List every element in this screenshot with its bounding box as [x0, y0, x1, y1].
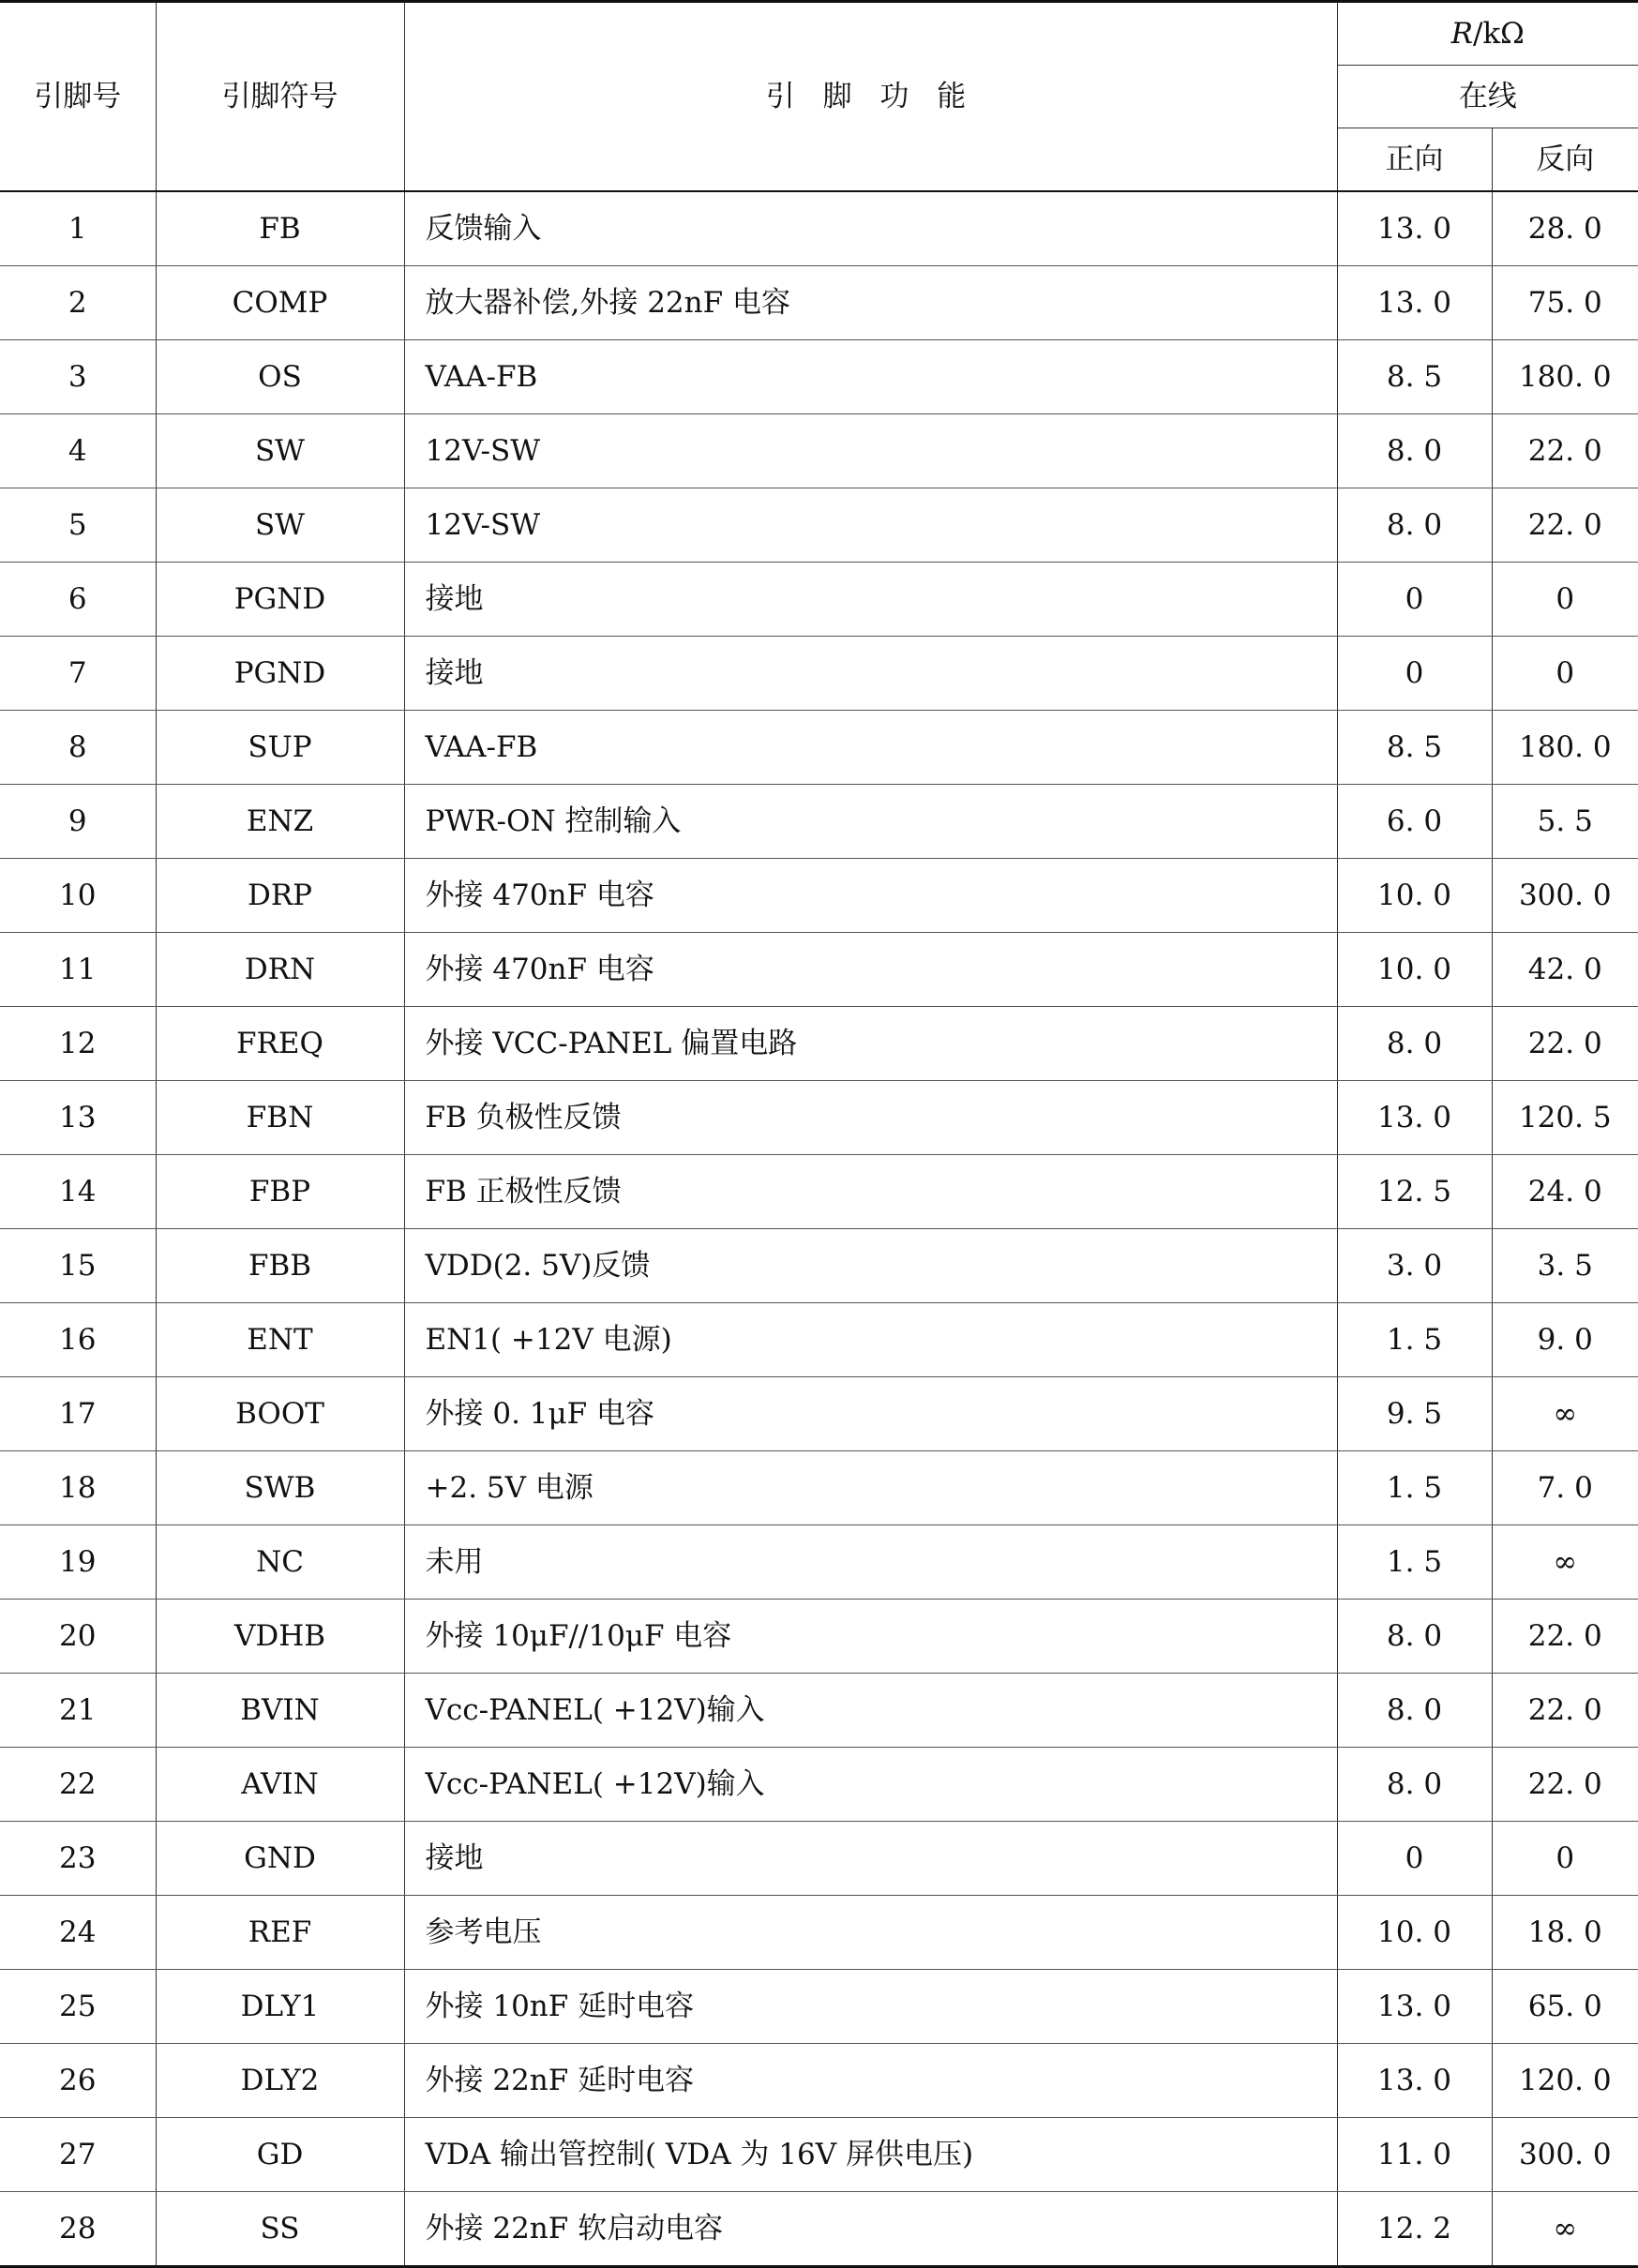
cell-pin-no: 6 [0, 563, 156, 637]
cell-pin-symbol: PGND [156, 563, 404, 637]
cell-pin-function: 外接 10nF 延时电容 [404, 1970, 1337, 2044]
cell-pin-function: VAA-FB [404, 711, 1337, 785]
cell-pin-symbol: FBB [156, 1229, 404, 1303]
cell-pin-no: 11 [0, 933, 156, 1007]
table-row [0, 2192, 1638, 2267]
cell-forward-resistance: 8. 0 [1337, 1600, 1492, 1674]
cell-forward-resistance: 8. 0 [1337, 1748, 1492, 1822]
cell-pin-symbol: DLY2 [156, 2044, 404, 2118]
table-row [0, 1525, 1638, 1600]
cell-pin-symbol: AVIN [156, 1748, 404, 1822]
table-row [0, 1007, 1638, 1081]
cell-reverse-resistance: 300. 0 [1492, 2118, 1638, 2192]
cell-pin-symbol: DLY1 [156, 1970, 404, 2044]
cell-pin-symbol: SS [156, 2192, 404, 2267]
cell-pin-function: 外接 470nF 电容 [404, 933, 1337, 1007]
cell-pin-function: Vcc-PANEL( +12V)输入 [404, 1748, 1337, 1822]
header-pin-function: 引 脚 功 能 [404, 2, 1337, 192]
header-pin-no: 引脚号 [0, 2, 156, 192]
table-row [0, 266, 1638, 340]
table-row [0, 1896, 1638, 1970]
table-row [0, 488, 1638, 563]
table-row [0, 414, 1638, 488]
cell-forward-resistance: 13. 0 [1337, 266, 1492, 340]
header-reverse: 反向 [1492, 128, 1638, 192]
cell-pin-symbol: NC [156, 1525, 404, 1600]
cell-pin-symbol: FB [156, 191, 404, 266]
cell-forward-resistance: 12. 5 [1337, 1155, 1492, 1229]
cell-pin-no: 4 [0, 414, 156, 488]
cell-forward-resistance: 0 [1337, 563, 1492, 637]
cell-pin-no: 14 [0, 1155, 156, 1229]
table-row [0, 1600, 1638, 1674]
cell-reverse-resistance: 22. 0 [1492, 488, 1638, 563]
cell-forward-resistance: 11. 0 [1337, 2118, 1492, 2192]
cell-pin-no: 18 [0, 1451, 156, 1525]
cell-pin-symbol: FREQ [156, 1007, 404, 1081]
cell-pin-function: 参考电压 [404, 1896, 1337, 1970]
cell-pin-symbol: SW [156, 488, 404, 563]
cell-pin-no: 1 [0, 191, 156, 266]
cell-pin-no: 27 [0, 2118, 156, 2192]
cell-reverse-resistance: 120. 0 [1492, 2044, 1638, 2118]
table-row [0, 785, 1638, 859]
cell-reverse-resistance: 180. 0 [1492, 340, 1638, 414]
table-row [0, 1377, 1638, 1451]
cell-pin-function: 接地 [404, 563, 1337, 637]
cell-forward-resistance: 8. 0 [1337, 414, 1492, 488]
cell-pin-function: 12V-SW [404, 488, 1337, 563]
cell-reverse-resistance: 75. 0 [1492, 266, 1638, 340]
cell-pin-symbol: SWB [156, 1451, 404, 1525]
cell-forward-resistance: 3. 0 [1337, 1229, 1492, 1303]
cell-reverse-resistance: 22. 0 [1492, 414, 1638, 488]
table-body [0, 191, 1638, 2267]
cell-reverse-resistance: ∞ [1492, 2192, 1638, 2267]
cell-reverse-resistance: 24. 0 [1492, 1155, 1638, 1229]
cell-reverse-resistance: 3. 5 [1492, 1229, 1638, 1303]
cell-forward-resistance: 13. 0 [1337, 191, 1492, 266]
cell-pin-symbol: BOOT [156, 1377, 404, 1451]
cell-pin-no: 20 [0, 1600, 156, 1674]
cell-pin-no: 12 [0, 1007, 156, 1081]
cell-pin-symbol: REF [156, 1896, 404, 1970]
cell-pin-function: EN1( +12V 电源) [404, 1303, 1337, 1377]
cell-pin-no: 23 [0, 1822, 156, 1896]
cell-pin-no: 22 [0, 1748, 156, 1822]
cell-pin-function: FB 正极性反馈 [404, 1155, 1337, 1229]
cell-forward-resistance: 13. 0 [1337, 1970, 1492, 2044]
cell-pin-symbol: GD [156, 2118, 404, 2192]
cell-pin-function: Vcc-PANEL( +12V)输入 [404, 1674, 1337, 1748]
cell-reverse-resistance: 9. 0 [1492, 1303, 1638, 1377]
cell-pin-symbol: DRP [156, 859, 404, 933]
cell-pin-function: 外接 22nF 延时电容 [404, 2044, 1337, 2118]
table-row [0, 1748, 1638, 1822]
cell-pin-no: 25 [0, 1970, 156, 2044]
cell-pin-symbol: FBP [156, 1155, 404, 1229]
cell-reverse-resistance: 120. 5 [1492, 1081, 1638, 1155]
cell-pin-function: VAA-FB [404, 340, 1337, 414]
cell-forward-resistance: 10. 0 [1337, 859, 1492, 933]
cell-reverse-resistance: 22. 0 [1492, 1007, 1638, 1081]
cell-forward-resistance: 9. 5 [1337, 1377, 1492, 1451]
cell-forward-resistance: 8. 0 [1337, 488, 1492, 563]
cell-pin-no: 5 [0, 488, 156, 563]
header-online: 在线 [1337, 66, 1638, 128]
table-row [0, 711, 1638, 785]
table-row [0, 2044, 1638, 2118]
table-row [0, 1155, 1638, 1229]
cell-pin-no: 15 [0, 1229, 156, 1303]
cell-reverse-resistance: 300. 0 [1492, 859, 1638, 933]
cell-pin-symbol: FBN [156, 1081, 404, 1155]
cell-reverse-resistance: 22. 0 [1492, 1600, 1638, 1674]
cell-reverse-resistance: 65. 0 [1492, 1970, 1638, 2044]
cell-pin-no: 26 [0, 2044, 156, 2118]
cell-pin-symbol: COMP [156, 266, 404, 340]
cell-pin-no: 2 [0, 266, 156, 340]
cell-reverse-resistance: ∞ [1492, 1525, 1638, 1600]
cell-reverse-resistance: 0 [1492, 1822, 1638, 1896]
cell-pin-symbol: ENZ [156, 785, 404, 859]
cell-forward-resistance: 1. 5 [1337, 1303, 1492, 1377]
header-r-unit: /kΩ [1472, 16, 1525, 51]
cell-forward-resistance: 1. 5 [1337, 1451, 1492, 1525]
table-row [0, 859, 1638, 933]
cell-pin-no: 7 [0, 637, 156, 711]
cell-pin-symbol: OS [156, 340, 404, 414]
cell-pin-function: 放大器补偿,外接 22nF 电容 [404, 266, 1337, 340]
cell-pin-symbol: BVIN [156, 1674, 404, 1748]
cell-pin-symbol: GND [156, 1822, 404, 1896]
cell-pin-function: 反馈输入 [404, 191, 1337, 266]
cell-pin-function: FB 负极性反馈 [404, 1081, 1337, 1155]
cell-forward-resistance: 10. 0 [1337, 933, 1492, 1007]
cell-forward-resistance: 0 [1337, 637, 1492, 711]
cell-pin-symbol: DRN [156, 933, 404, 1007]
cell-pin-no: 17 [0, 1377, 156, 1451]
cell-forward-resistance: 8. 0 [1337, 1007, 1492, 1081]
table-row [0, 1081, 1638, 1155]
cell-forward-resistance: 8. 0 [1337, 1674, 1492, 1748]
header-pin-symbol: 引脚符号 [156, 2, 404, 192]
cell-pin-no: 9 [0, 785, 156, 859]
cell-forward-resistance: 1. 5 [1337, 1525, 1492, 1600]
header-resistance-unit [1337, 2, 1638, 66]
cell-forward-resistance: 12. 2 [1337, 2192, 1492, 2267]
table-row [0, 340, 1638, 414]
cell-reverse-resistance: 18. 0 [1492, 1896, 1638, 1970]
cell-pin-no: 16 [0, 1303, 156, 1377]
cell-pin-symbol: ENT [156, 1303, 404, 1377]
cell-pin-function: 未用 [404, 1525, 1337, 1600]
cell-pin-function: VDD(2. 5V)反馈 [404, 1229, 1337, 1303]
cell-reverse-resistance: 42. 0 [1492, 933, 1638, 1007]
cell-pin-function: 外接 10μF//10μF 电容 [404, 1600, 1337, 1674]
cell-reverse-resistance: 0 [1492, 563, 1638, 637]
table-row [0, 1451, 1638, 1525]
cell-pin-function: PWR-ON 控制输入 [404, 785, 1337, 859]
cell-pin-function: VDA 输出管控制( VDA 为 16V 屏供电压) [404, 2118, 1337, 2192]
cell-pin-symbol: SW [156, 414, 404, 488]
table-row [0, 191, 1638, 266]
cell-pin-no: 19 [0, 1525, 156, 1600]
table-row [0, 1674, 1638, 1748]
cell-forward-resistance: 8. 5 [1337, 340, 1492, 414]
cell-pin-no: 8 [0, 711, 156, 785]
cell-forward-resistance: 0 [1337, 1822, 1492, 1896]
cell-forward-resistance: 13. 0 [1337, 1081, 1492, 1155]
table-row [0, 2118, 1638, 2192]
cell-reverse-resistance: 180. 0 [1492, 711, 1638, 785]
cell-reverse-resistance: 0 [1492, 637, 1638, 711]
cell-pin-function: 外接 470nF 电容 [404, 859, 1337, 933]
table-row [0, 563, 1638, 637]
cell-pin-no: 24 [0, 1896, 156, 1970]
cell-pin-no: 3 [0, 340, 156, 414]
cell-pin-function: +2. 5V 电源 [404, 1451, 1337, 1525]
table-row [0, 933, 1638, 1007]
cell-pin-symbol: VDHB [156, 1600, 404, 1674]
table-row [0, 1229, 1638, 1303]
cell-pin-function: 接地 [404, 1822, 1337, 1896]
cell-forward-resistance: 8. 5 [1337, 711, 1492, 785]
cell-pin-function: 外接 VCC-PANEL 偏置电路 [404, 1007, 1337, 1081]
cell-pin-function: 外接 22nF 软启动电容 [404, 2192, 1337, 2267]
cell-pin-no: 28 [0, 2192, 156, 2267]
cell-pin-no: 13 [0, 1081, 156, 1155]
table-row [0, 1970, 1638, 2044]
cell-reverse-resistance: ∞ [1492, 1377, 1638, 1451]
cell-reverse-resistance: 5. 5 [1492, 785, 1638, 859]
cell-reverse-resistance: 22. 0 [1492, 1748, 1638, 1822]
header-r-symbol: R [1450, 16, 1473, 51]
cell-pin-symbol: PGND [156, 637, 404, 711]
table-header [0, 2, 1638, 192]
cell-forward-resistance: 10. 0 [1337, 1896, 1492, 1970]
table-row [0, 1822, 1638, 1896]
cell-forward-resistance: 13. 0 [1337, 2044, 1492, 2118]
cell-pin-function: 外接 0. 1μF 电容 [404, 1377, 1337, 1451]
cell-pin-no: 10 [0, 859, 156, 933]
header-forward: 正向 [1337, 128, 1492, 192]
table-row [0, 637, 1638, 711]
cell-pin-no: 21 [0, 1674, 156, 1748]
cell-pin-function: 12V-SW [404, 414, 1337, 488]
cell-reverse-resistance: 7. 0 [1492, 1451, 1638, 1525]
cell-pin-symbol: SUP [156, 711, 404, 785]
cell-reverse-resistance: 28. 0 [1492, 191, 1638, 266]
cell-pin-function: 接地 [404, 637, 1337, 711]
cell-forward-resistance: 6. 0 [1337, 785, 1492, 859]
cell-reverse-resistance: 22. 0 [1492, 1674, 1638, 1748]
table-row [0, 1303, 1638, 1377]
